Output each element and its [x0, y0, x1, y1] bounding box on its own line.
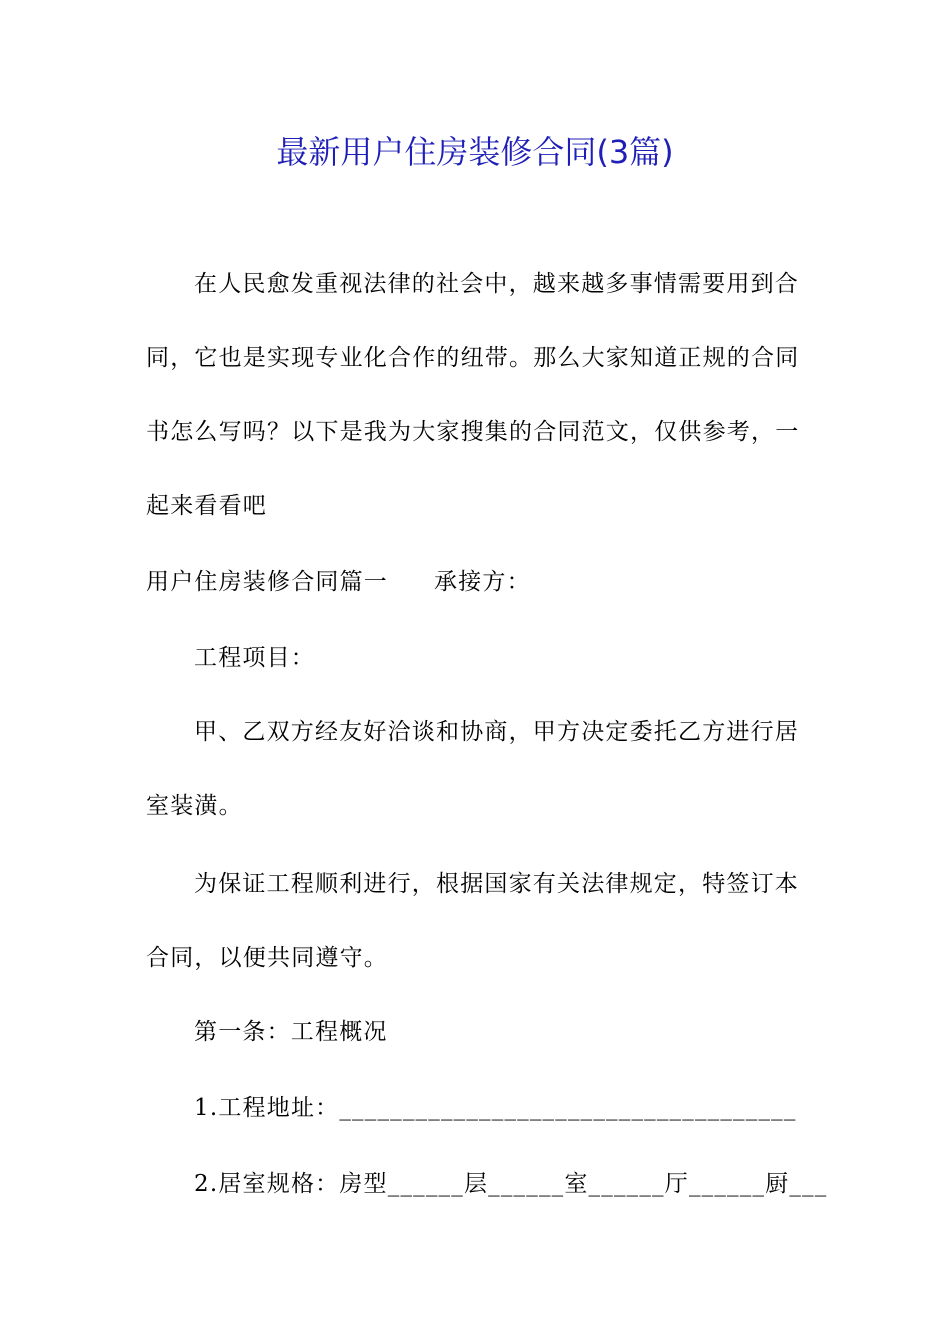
- paragraph-line: 同，它也是实现专业化合作的纽带。那么大家知道正规的合同: [146, 345, 800, 371]
- document-title: 最新用户住房装修合同(3篇): [276, 133, 674, 171]
- section-heading: [146, 562, 811, 602]
- article-heading: 第一条：工程概况: [194, 1019, 388, 1045]
- section-heading-party: 承接方：: [434, 569, 531, 595]
- paragraph-line: 工程项目：: [194, 645, 315, 671]
- paragraph-line: 在人民愈发重视法律的社会中，越来越多事情需要用到合: [194, 271, 799, 297]
- form-line-room-spec: 2.居室规格：房型______层______室______厅______厨___: [194, 1171, 828, 1197]
- paragraph-line: 合同，以便共同遵守。: [146, 945, 388, 971]
- paragraph-line: 书怎么写吗？以下是我为大家搜集的合同范文，仅供参考，一: [146, 419, 800, 445]
- paragraph-line: 甲、乙双方经友好洽谈和协商，甲方决定委托乙方进行居: [194, 719, 799, 745]
- paragraph-line: 为保证工程顺利进行，根据国家有关法律规定，特签订本: [194, 871, 799, 897]
- paragraph-line: 室装潢。: [146, 793, 243, 819]
- section-heading-title: 用户住房装修合同篇一: [146, 569, 388, 595]
- paragraph-line: 起来看看吧: [146, 493, 267, 519]
- form-line-address: 1.工程地址：____________________________________: [194, 1095, 797, 1121]
